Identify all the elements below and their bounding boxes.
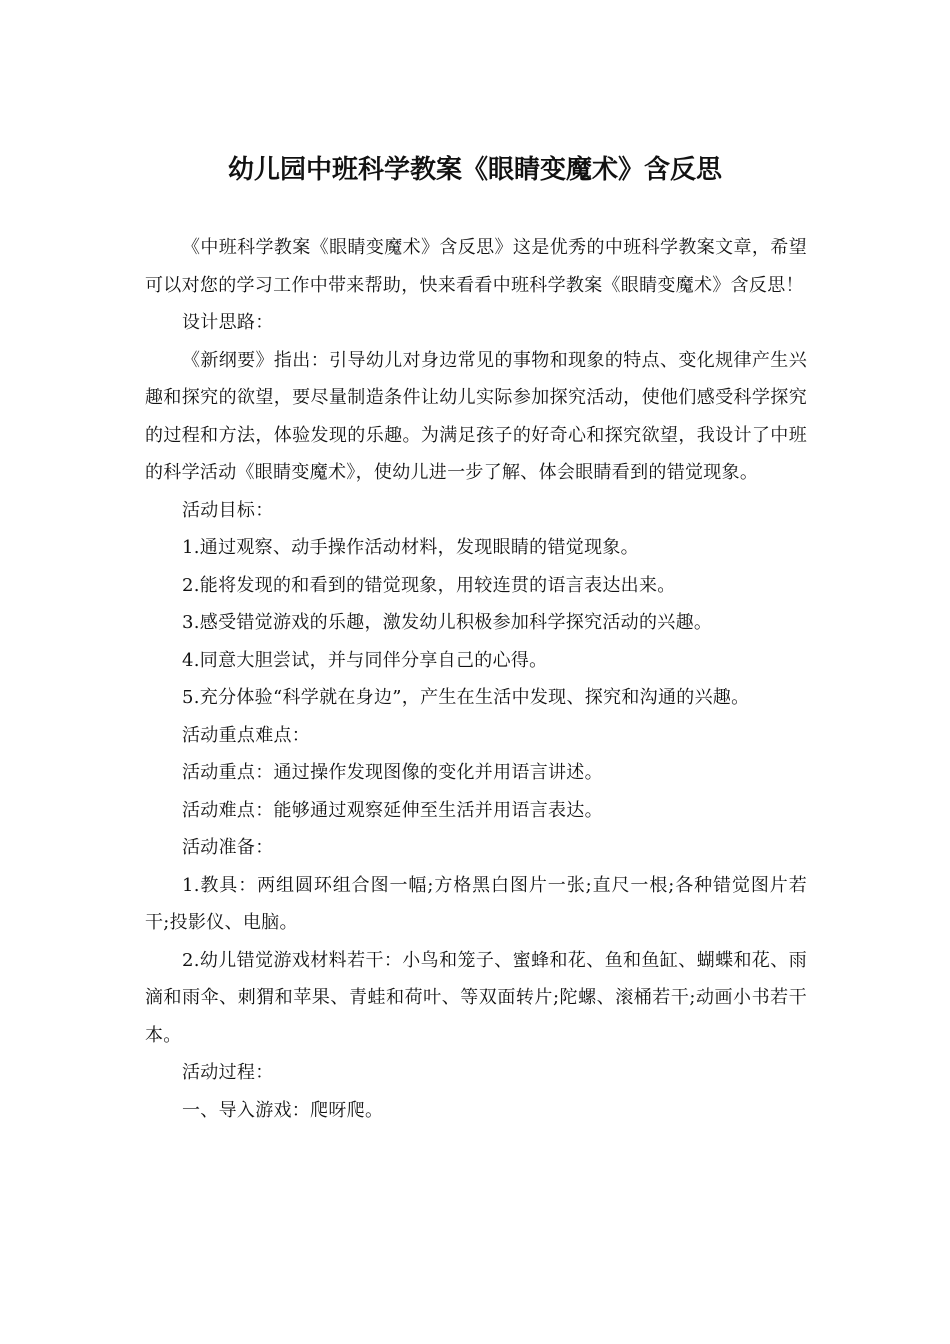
section-heading-process: 活动过程： (182, 1062, 274, 1083)
section-heading-design: 设计思路： (182, 312, 274, 333)
goal-item: 2.能将发现的和看到的错觉现象，用较连贯的语言表达出来。 (182, 574, 676, 596)
document-body (145, 229, 807, 1129)
intro-paragraph: 《中班科学教案《眼睛变魔术》含反思》这是优秀的中班科学教案文章，希望可以对您的学习工作中带来帮助，快来看看中班科学教案《眼睛变魔术》含反思！ (145, 237, 807, 296)
difficult-point: 活动难点：能够通过观察延伸至生活并用语言表达。 (182, 799, 603, 821)
section-heading-preparation: 活动准备： (182, 837, 274, 858)
section-heading-key-points: 活动重点难点： (182, 724, 311, 746)
preparation-item: 2.幼儿错觉游戏材料若干：小鸟和笼子、蜜蜂和花、鱼和鱼缸、蝴蝶和花、雨滴和雨伞、刺猬和苹果、青蛙和荷叶、等双面转片;陀螺、滚桶若干;动画小书若干本。 (145, 949, 807, 1046)
section-heading-goals: 活动目标： (182, 499, 274, 521)
document-title: 幼儿园中班科学教案《眼睛变魔术》含反思 (227, 155, 722, 185)
goal-item: 4.同意大胆尝试，并与同伴分享自己的心得。 (182, 649, 548, 671)
goal-item: 1.通过观察、动手操作活动材料，发现眼睛的错觉现象。 (182, 537, 639, 558)
process-step: 一、导入游戏：爬呀爬。 (182, 1099, 384, 1121)
preparation-item: 1.教具：两组圆环组合图一幅;方格黑白图片一张;直尺一根;各种错觉图片若干;投影仪、电脑。 (145, 874, 807, 933)
goal-item: 3.感受错觉游戏的乐趣，激发幼儿积极参加科学探究活动的兴趣。 (182, 612, 713, 633)
design-paragraph: 《新纲要》指出：引导幼儿对身边常见的事物和现象的特点、变化规律产生兴趣和探究的欲望，要尽量制造条件让幼儿实际参加探究活动，使他们感受科学探究的过程和方法，体验发现的乐趣。为满足孩子的好奇心和探究欲望，我设计了中班的科学活动《眼睛变魔术》，使幼儿进一步了解、体会眼睛看到的错觉现象。 (145, 349, 807, 483)
key-point: 活动重点：通过操作发现图像的变化并用语言讲述。 (182, 762, 603, 783)
goal-item: 5.充分体验“科学就在身边”，产生在生活中发现、探究和沟通的兴趣。 (182, 687, 750, 708)
